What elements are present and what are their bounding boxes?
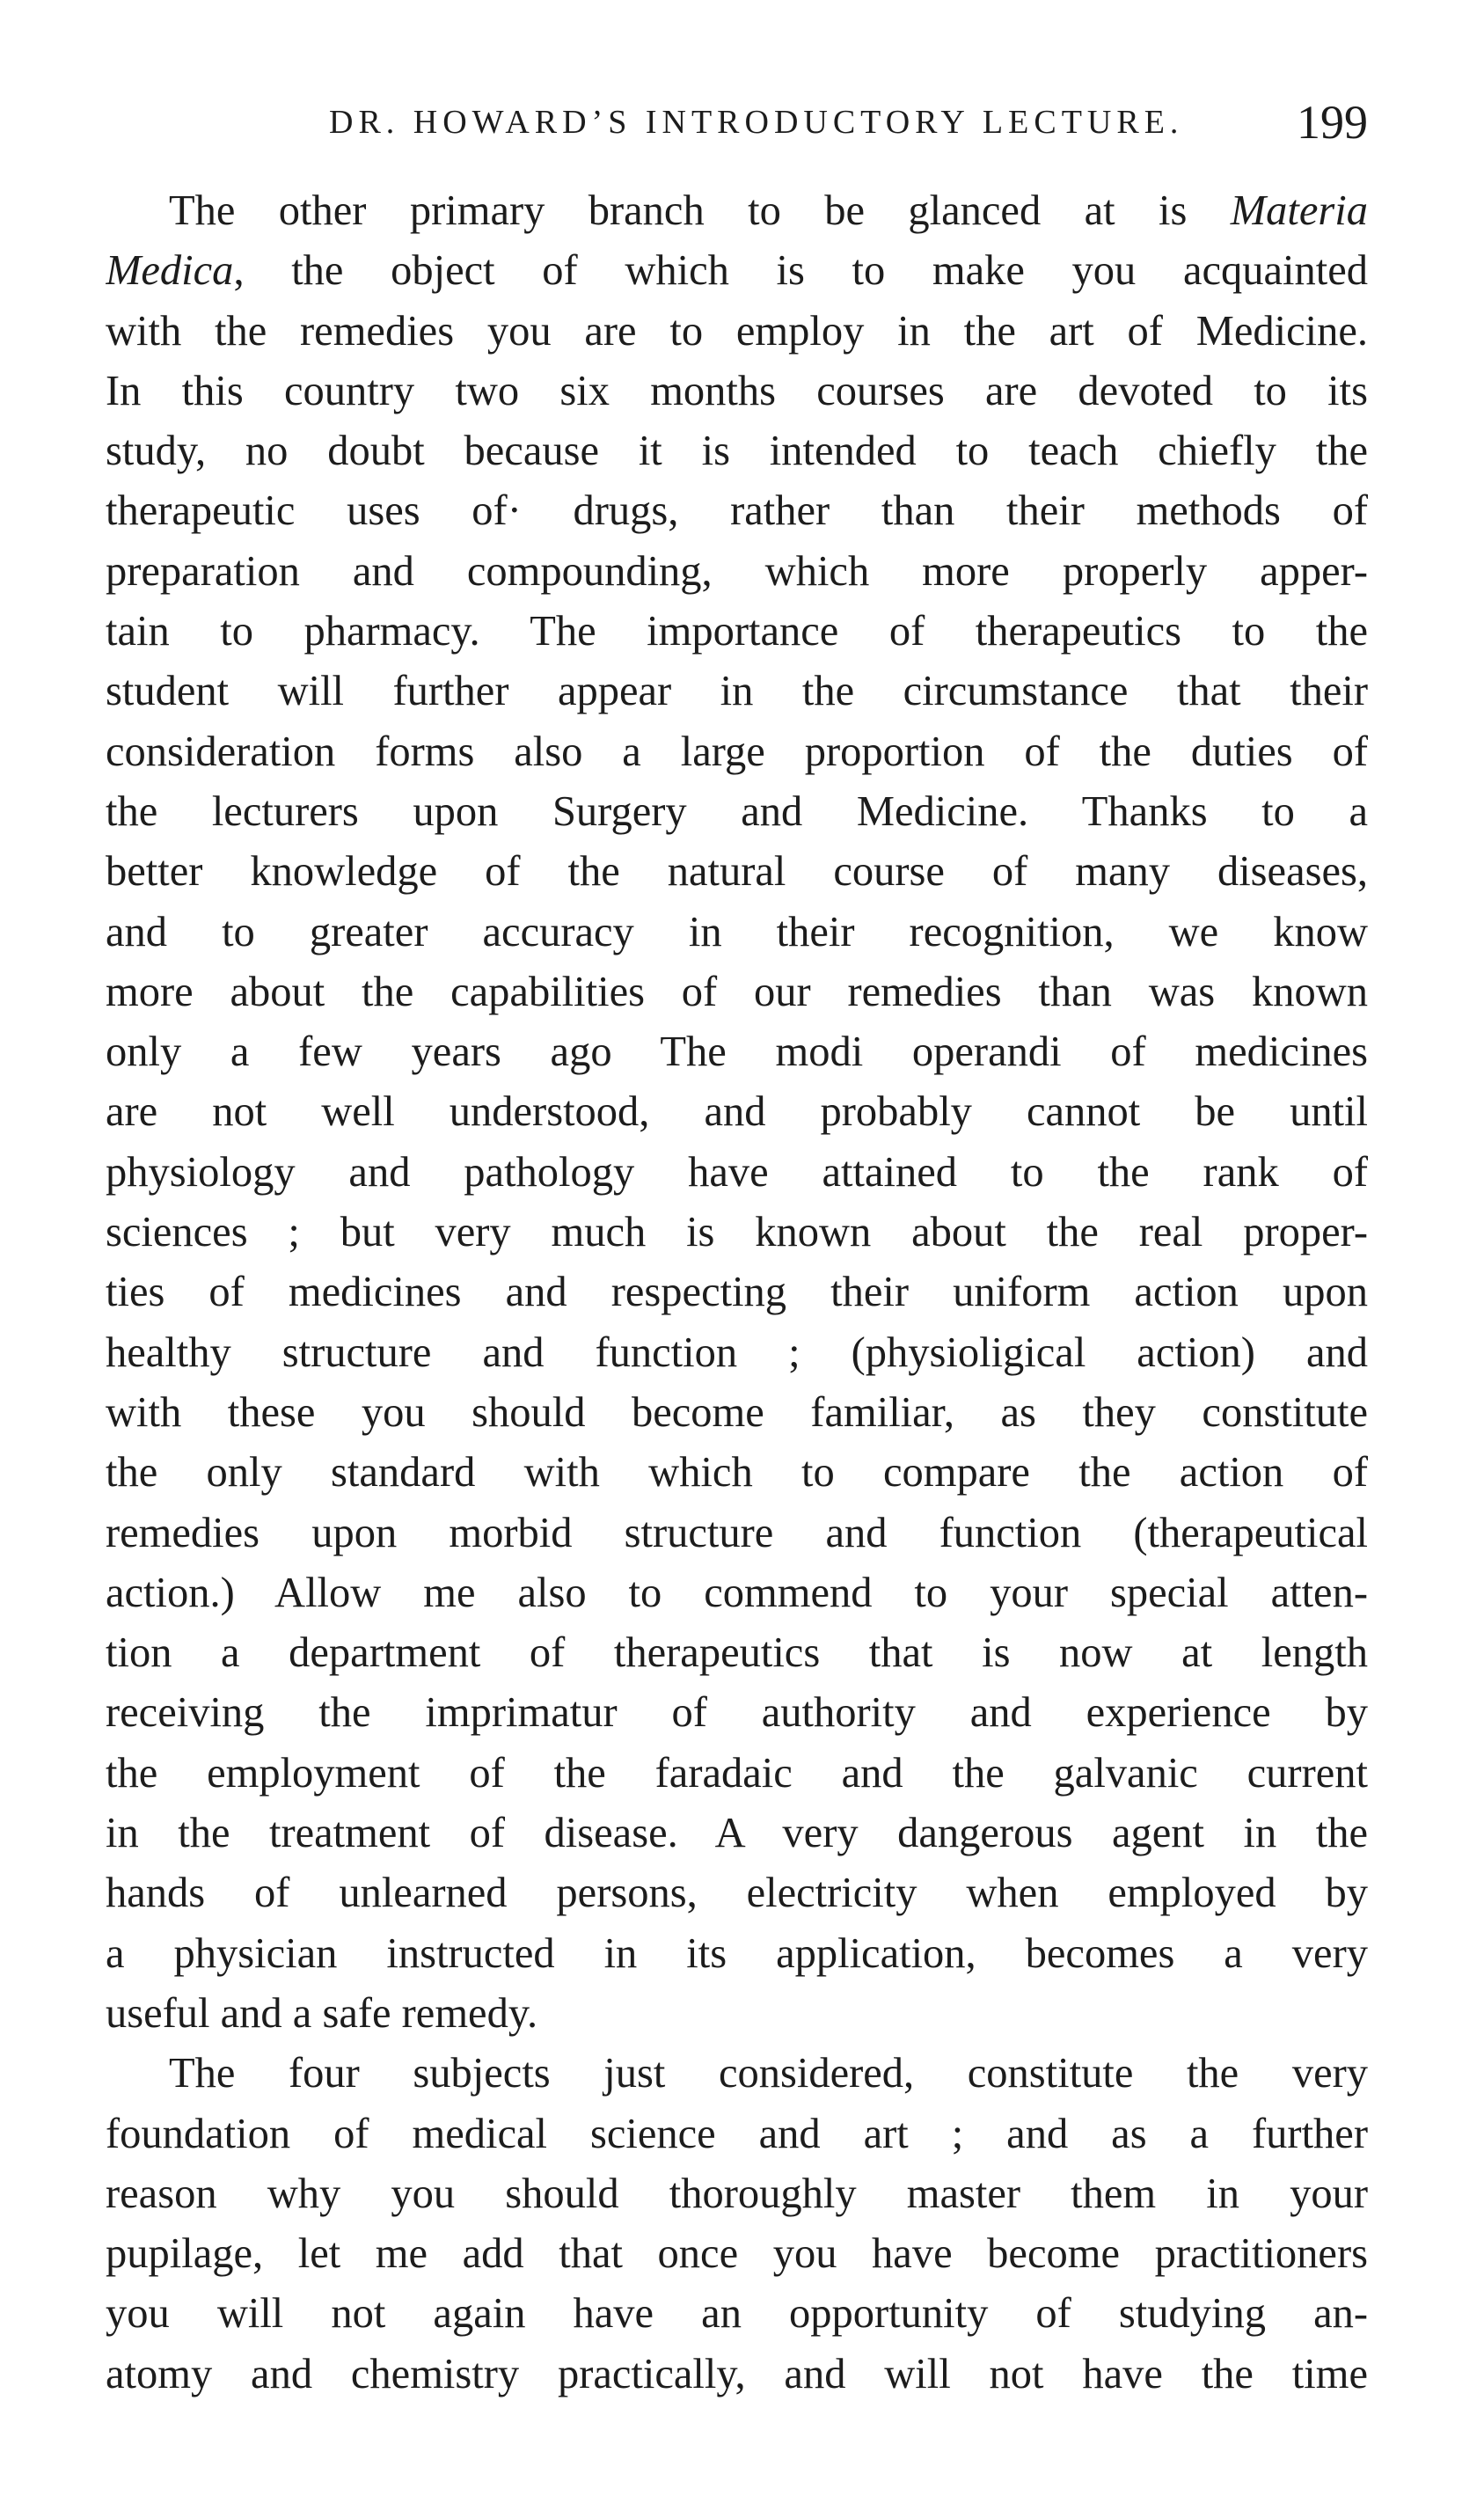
text-line: consideration forms also a large proportion of the duties of <box>106 728 1368 775</box>
text-line: are not well understood, and probably cannot be until <box>106 1088 1368 1136</box>
text-line: The four subjects just considered, constitute the very <box>169 2050 1368 2097</box>
text-line: in the treatment of disease. A very dangerous agent in the <box>106 1810 1368 1857</box>
text-line: tain to pharmacy. The importance of therapeutics to the <box>106 608 1368 655</box>
text-line: preparation and compounding, which more properly apper- <box>106 547 1368 595</box>
text-line: more about the capabilities of our remedies than was known <box>106 968 1368 1015</box>
page-number: 199 <box>1297 96 1368 149</box>
text-line: action.) Allow me also to commend to your special atten- <box>106 1569 1368 1616</box>
text-line: the only standard with which to compare the action of <box>106 1449 1368 1497</box>
text-line: you will not again have an opportunity of studying an- <box>106 2290 1368 2338</box>
text-line: healthy structure and function ; (physioligical action) and <box>106 1329 1368 1376</box>
text-line: only a few years ago The modi operandi of medicines <box>106 1028 1368 1076</box>
text-line: the employment of the faradaic and the galvanic current <box>106 1749 1368 1797</box>
text-line: reason why you should thoroughly master them in your <box>106 2170 1368 2217</box>
text-line: student will further appear in the circumstance that their <box>106 668 1368 715</box>
text-line: therapeutic uses of· drugs, rather than their methods of <box>106 487 1368 535</box>
text-line: physiology and pathology have attained to the rank of <box>106 1148 1368 1196</box>
text-line: Medica, the object of which is to make you acquainted <box>106 247 1368 295</box>
text-line: atomy and chemistry practically, and will not have the time <box>106 2350 1368 2397</box>
text-line: hands of unlearned persons, electricity when employed by <box>106 1870 1368 1917</box>
text-line: useful and a safe remedy. <box>106 1989 538 2037</box>
text-line: pupilage, let me add that once you have become practitioners <box>106 2230 1368 2278</box>
text-line: receiving the imprimatur of authority and experience by <box>106 1689 1368 1737</box>
text-line: In this country two six months courses are devoted to its <box>106 367 1368 414</box>
running-header <box>106 91 1368 153</box>
text-line: with the remedies you are to employ in the art of Medicine. <box>106 307 1368 355</box>
text-line: better knowledge of the natural course of many diseases, <box>106 848 1368 896</box>
paragraph-materia-medica <box>106 181 1368 2044</box>
text-line: tion a department of therapeutics that is now at length <box>106 1629 1368 1677</box>
text-line: with these you should become familiar, as they constitute <box>106 1388 1368 1436</box>
text-line: a physician instructed in its application, becomes a very <box>106 1929 1368 1977</box>
text-line: the lecturers upon Surgery and Medicine. Thanks to a <box>106 787 1368 835</box>
text-line: The other primary branch to be glanced at is Materia <box>169 187 1368 234</box>
text-line: study, no doubt because it is intended to teach chiefly the <box>106 428 1368 475</box>
body-text <box>106 181 1368 2405</box>
text-line: remedies upon morbid structure and function (therapeutical <box>106 1509 1368 1556</box>
text-line: ties of medicines and respecting their uniform action upon <box>106 1269 1368 1316</box>
text-line: and to greater accuracy in their recognition, we know <box>106 908 1368 955</box>
text-line: sciences ; but very much is known about the real proper- <box>106 1209 1368 1256</box>
running-title: DR. HOWARD’S INTRODUCTORY LECTURE. <box>329 104 1184 141</box>
text-line: foundation of medical science and art ; and as a further <box>106 2110 1368 2157</box>
paragraph-four-subjects <box>106 2044 1368 2405</box>
